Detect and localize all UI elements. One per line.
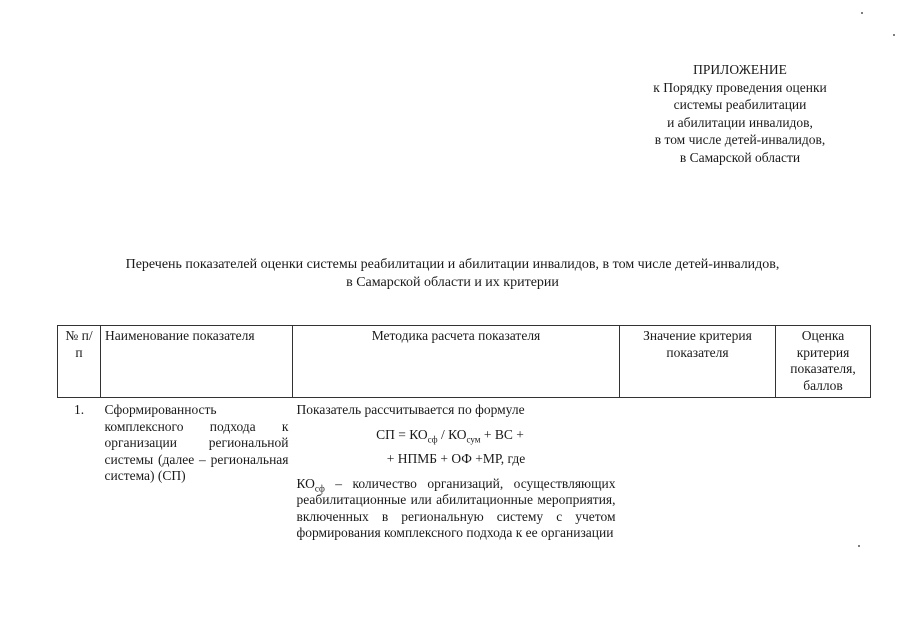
formula-subscript: сф (427, 434, 438, 445)
title-line-1: Перечень показателей оценки системы реабилитации и абилитации инвалидов, в том числе детей-инвалидов, (125, 257, 780, 272)
formula-subscript: сум (466, 434, 481, 445)
header-calculation-method: Методика расчета показателя (293, 326, 620, 398)
row-criterion-score (776, 398, 871, 542)
appendix-line: к Порядку проведения оценки (653, 79, 827, 95)
method-intro: Показатель рассчитывается по формуле (296, 402, 525, 417)
table-row (58, 398, 871, 542)
formula-part: СП = КО (376, 426, 428, 442)
header-number: № п/п (58, 326, 101, 398)
formula-part: + ВС + (480, 426, 524, 442)
appendix-line: системы реабилитации (673, 97, 807, 112)
row-indicator-name: Сформированность комплексного подхода к организации региональной системы (далее – региональная система) (СП) (104, 402, 289, 483)
row-number: 1. (73, 402, 85, 417)
appendix-line: и абилитации инвалидов, (667, 114, 813, 130)
formula-part: / КО (437, 426, 467, 442)
appendix-block (630, 61, 850, 166)
appendix-line: в Самарской области (679, 149, 801, 165)
table-header-row (58, 326, 871, 398)
definition-text: – количество организаций, осуществляющих реабилитационные или абилитационные мероприятия, включенных в региональную систему с учетом формирования комплексного подхода к ее организации (296, 475, 616, 540)
appendix-line: в том числе детей-инвалидов, (654, 132, 826, 147)
document-title (40, 256, 865, 292)
row-calculation-method (293, 398, 620, 542)
indicators-table (57, 325, 871, 542)
method-formula-line-1 (297, 427, 616, 444)
method-definition (297, 476, 616, 542)
appendix-heading: ПРИЛОЖЕНИЕ (693, 62, 787, 77)
scan-speck (893, 34, 895, 36)
row-criterion-value (620, 398, 776, 542)
title-line-2: в Самарской области и их критерии (346, 275, 559, 290)
definition-subscript: сф (314, 483, 325, 494)
header-indicator-name: Наименование показателя (101, 326, 293, 398)
scan-speck (861, 12, 863, 14)
definition-symbol: КО (296, 475, 315, 491)
scan-speck (858, 545, 860, 547)
method-formula-line-2: + НПМБ + ОФ +МР, где (386, 451, 526, 466)
header-criterion-value: Значение критерия показателя (620, 326, 776, 398)
header-criterion-score: Оценка критерия показателя, баллов (776, 326, 871, 398)
